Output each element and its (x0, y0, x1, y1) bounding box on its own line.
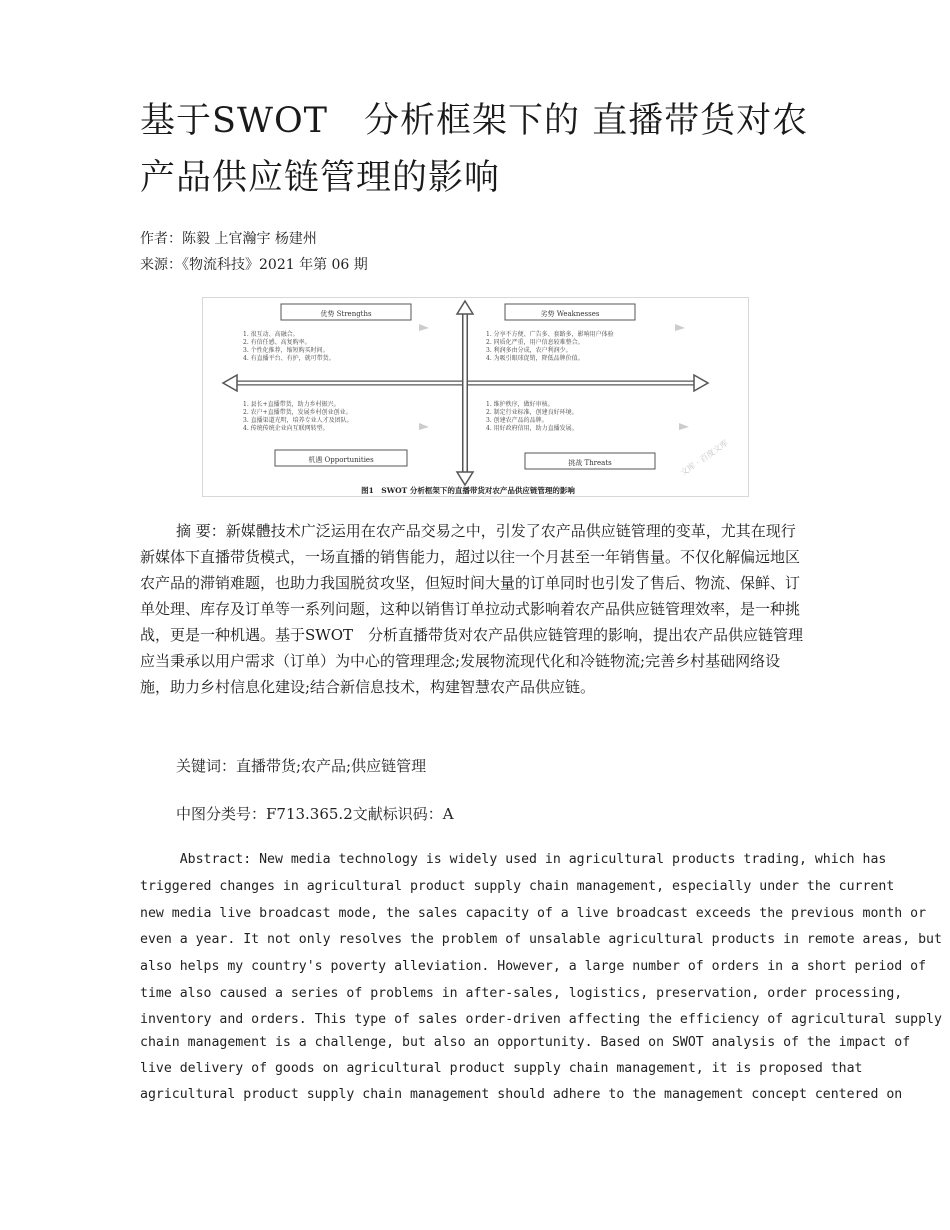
strengths-item: 3. 个性化推荐，缩短购买时间。 (243, 347, 329, 354)
weaknesses-item: 3. 利润多由分成，农户利润少。 (486, 347, 572, 354)
strengths-label: 优势 Strengths (320, 310, 372, 318)
opportunities-item: 3. 直播渠道光明，培养专业人才及团队。 (243, 417, 353, 424)
keywords-line: 关键词：直播带货;农产品;供应链管理 (176, 757, 427, 775)
weaknesses-label: 劣势 Weaknesses (540, 310, 600, 318)
threats-item: 1. 维护秩序，做好审核。 (486, 401, 554, 408)
opportunities-item: 2. 农户+直播带货，发展乡村创业创业。 (243, 409, 352, 416)
swot-diagram (203, 298, 748, 496)
strengths-item: 4. 有直播平台、有护，就可带货。 (243, 355, 335, 362)
abstract-english-line: chain management is a challenge, but also an opportunity. Based on SWOT analysis of the impact of (140, 1035, 911, 1050)
weaknesses-item: 1. 分享不方便、广告多、套路多，影响用户体验 (486, 331, 614, 338)
corner-mark-icon (419, 324, 429, 331)
strengths-item: 2. 有信任感、高复购率。 (243, 339, 311, 346)
classification-line: 中图分类号：F713.365.2文献标识码：A (176, 805, 454, 823)
abstract-english-line: also helps my country's poverty alleviation. However, a large number of orders in a short period of (140, 959, 927, 974)
abstract-english-line: time also caused a series of problems in after-sales, logistics, preservation, order processing, (140, 986, 903, 1001)
abstract-english-line: inventory and orders. This type of sales order-driven affecting the efficiency of agricultural supply (140, 1012, 942, 1027)
corner-mark-icon (419, 423, 429, 430)
abstract-english-line: Abstract: New media technology is widely used in agricultural products trading, which has (140, 852, 887, 867)
threats-label: 挑战 Threats (568, 459, 612, 467)
corner-mark-icon (675, 324, 685, 331)
opportunities-item: 4. 传统传统企业向互联网转型。 (243, 425, 329, 432)
abstract-english-line: triggered changes in agricultural product supply chain management, especially under the current (140, 879, 895, 894)
article-title: 基于SWOT 分析框架下的 直播带货对农产品供应链管理的影响 (140, 101, 809, 198)
corner-mark-icon (679, 423, 689, 430)
figure-caption: 图1 SWOT 分析框架下的直播带货对农产品供应链管理的影响 (361, 486, 575, 495)
abstract-english-line: even a year. It not only resolves the problem of unsalable agricultural products in remote areas, but (140, 932, 942, 947)
strengths-item: 1. 很互动、高融合。 (243, 331, 299, 338)
opportunities-label: 机遇 Opportunities (308, 456, 374, 464)
weaknesses-item: 2. 同质化严重，用户信息较难整合。 (486, 339, 584, 346)
left-arrowhead (223, 375, 237, 391)
top-arrowhead (457, 301, 473, 314)
threats-item: 2. 制定行业标准，创建良好环境。 (486, 409, 578, 416)
source-line: 来源：《物流科技》2021 年第 06 期 (140, 257, 368, 273)
weaknesses-item: 4. 为吸引眼球促销，降低品牌价值。 (486, 355, 584, 362)
abstract-english-line: live delivery of goods on agricultural product supply chain management, it is proposed that (140, 1061, 863, 1076)
threats-item: 3. 创建农产品的品牌。 (486, 417, 548, 424)
right-arrowhead (694, 375, 708, 391)
abstract-english-line: new media live broadcast mode, the sales capacity of a live broadcast exceeds the previous month or (140, 906, 927, 921)
bottom-arrowhead (457, 472, 473, 485)
threats-item: 4. 用好政府信用，助力直播发展。 (486, 425, 578, 432)
opportunities-item: 1. 县长+直播带货，助力乡村振兴。 (243, 401, 340, 408)
authors-line: 作者：陈毅 上官瀚宇 杨建州 (140, 231, 317, 247)
abstract-english-line: agricultural product supply chain management should adhere to the management concept centered on (140, 1087, 903, 1102)
abstract-chinese: 摘 要：新媒體技术广泛运用在农产品交易之中，引发了农产品供应链管理的变革，尤其在现行新媒体下直播带货模式，一场直播的销售能力，超过以往一个月甚至一年销售量。不仅化解偏远地区农产品的滞销难题，也助力我国脱贫攻坚，但短时间大量的订单同时也引发了售后、物流、保鲜、订单处理、库存及订单等一系列问题，这种以销售订单拉动式影响着农产品供应链管理效率，是一种挑战，更是一种机遇。基于SWOT 分析直播带货对农产品供应链管理的影响，提出农产品供应链管理应当秉承以用户需求（订单）为中心的管理理念;发展物流现代化和冷链物流;完善乡村基础网络设施，助力乡村信息化建设;结合新信息技术，构建智慧农产品供应链。 (140, 522, 803, 696)
swot-figure (202, 297, 749, 497)
watermark-text: 文库 · 百度文库 (678, 438, 730, 478)
